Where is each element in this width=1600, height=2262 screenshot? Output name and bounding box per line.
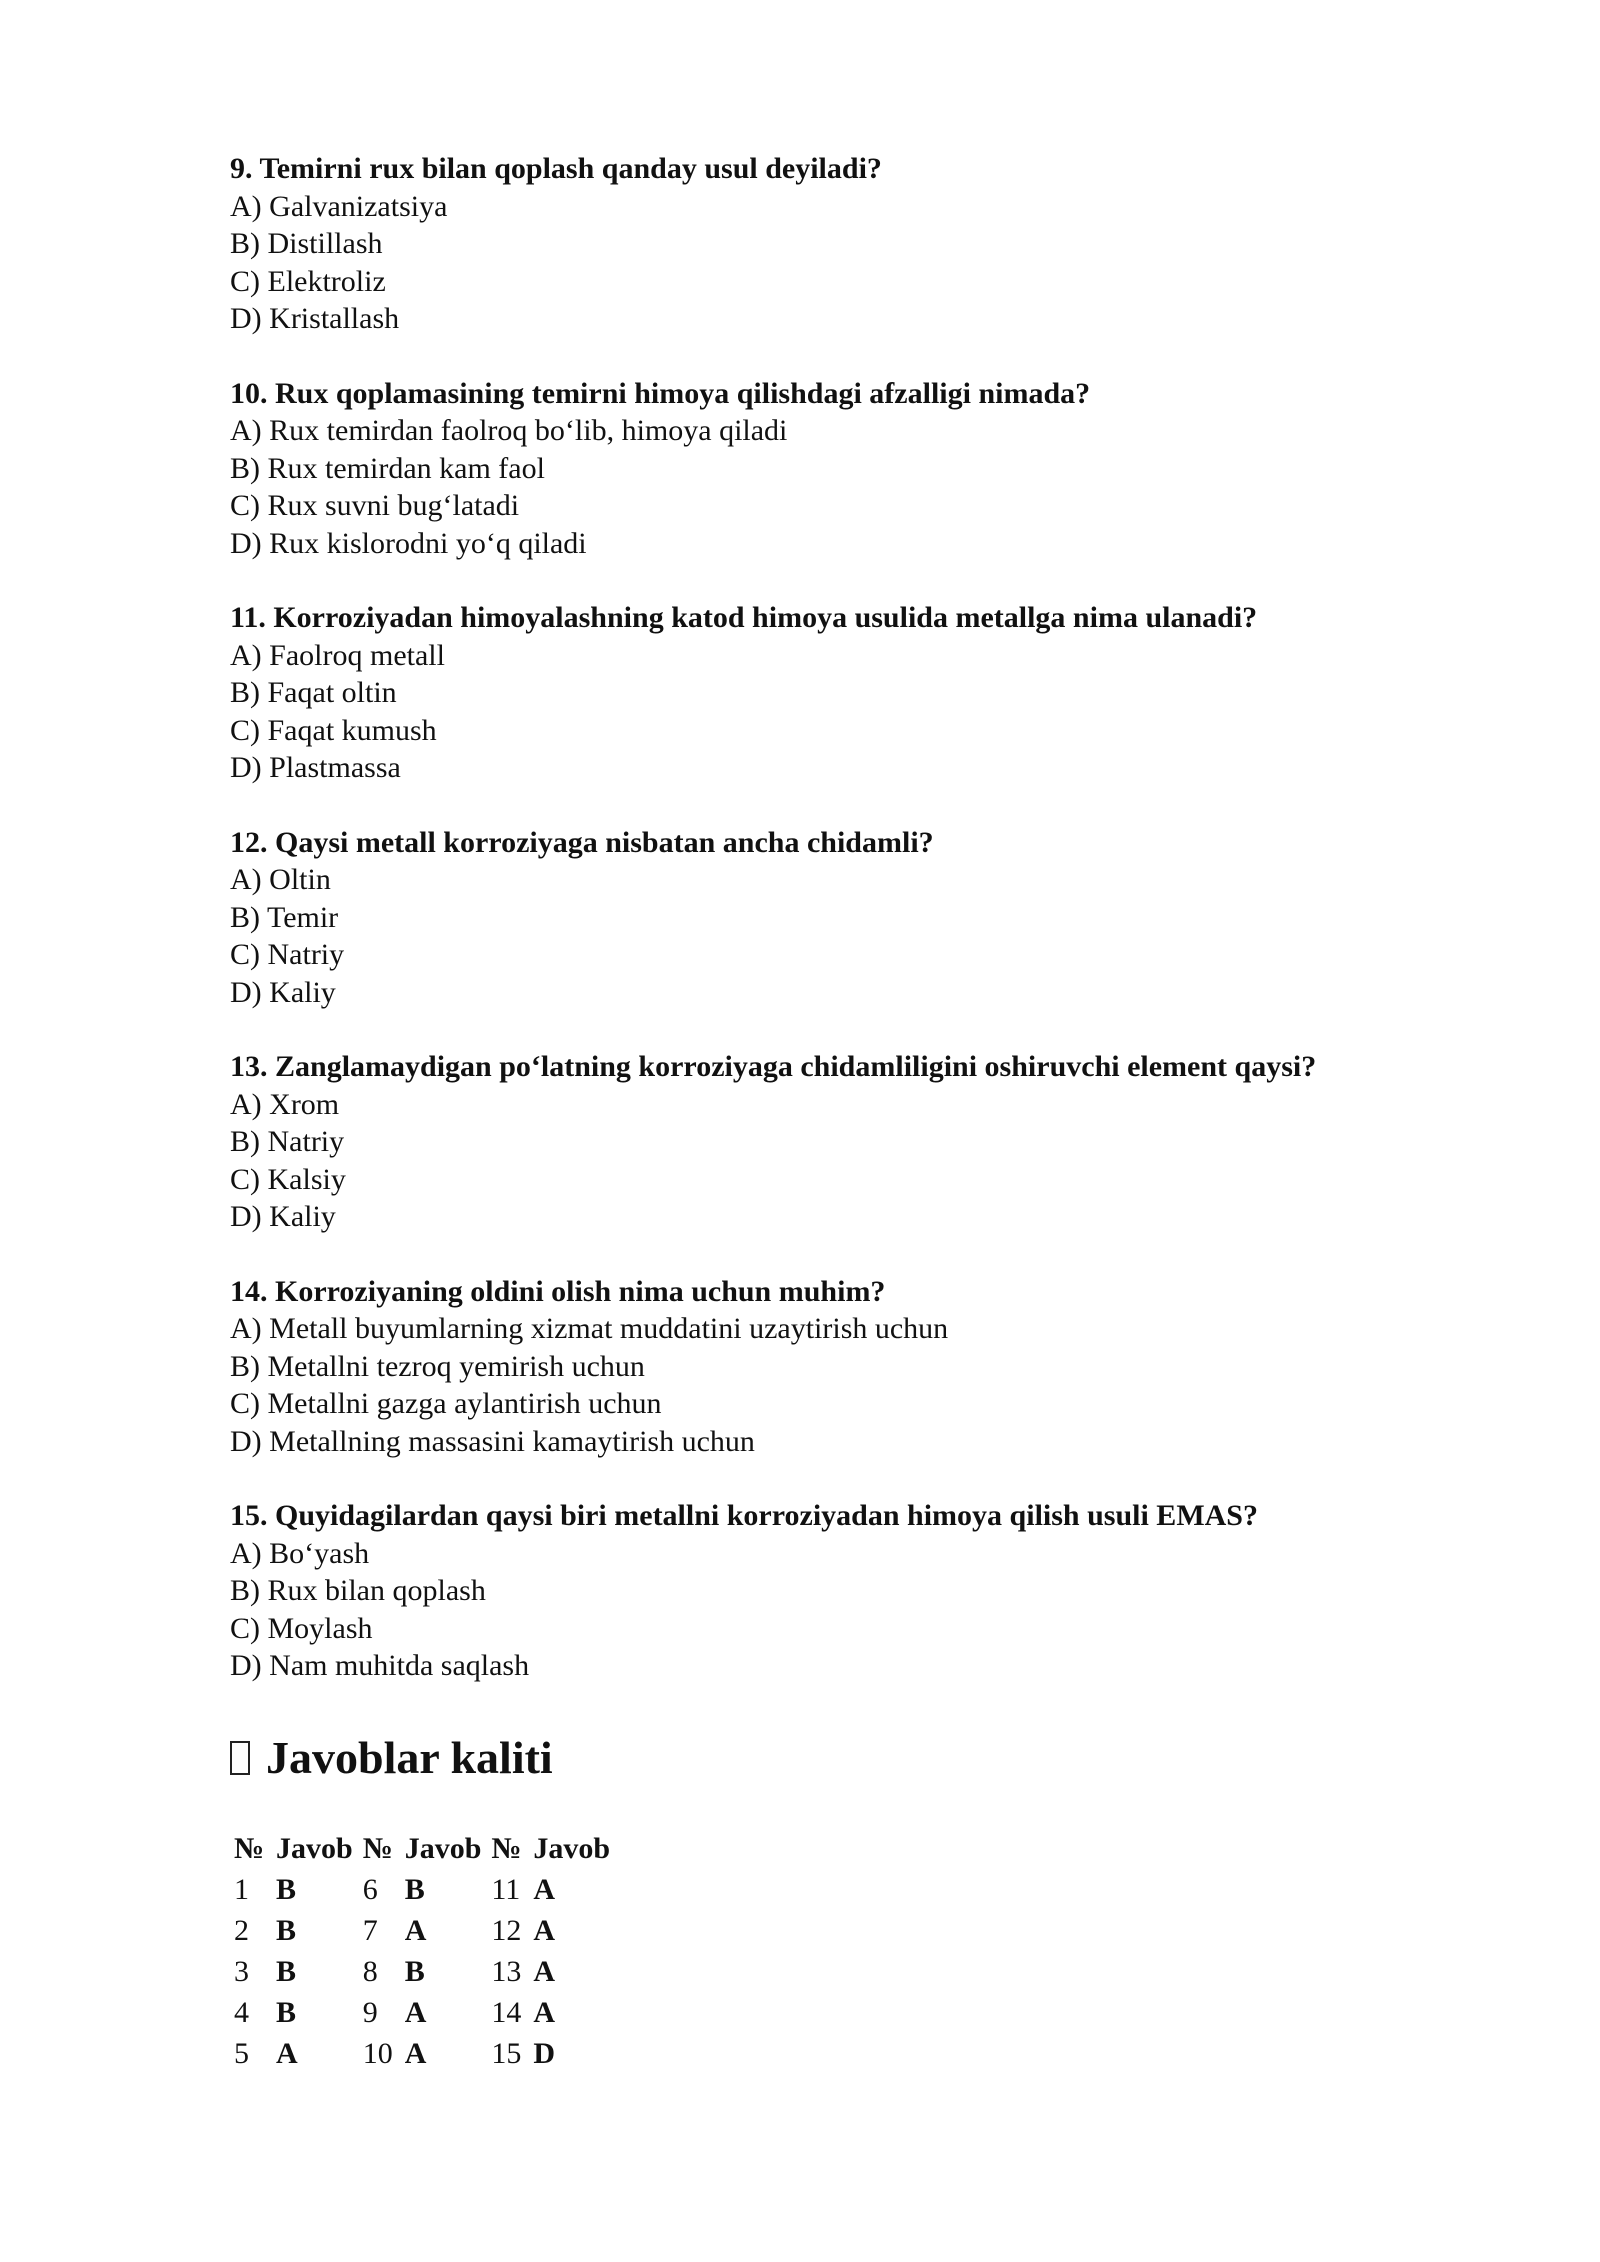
option-c: C) Metallni gazga aylantirish uchun — [230, 1387, 662, 1420]
option-a: A) Xrom — [230, 1087, 340, 1121]
question-title: 13. Zanglamaydigan po‘latning korroziyaga chidamliligini oshiruvchi element qaysi? — [230, 1050, 1317, 1083]
option-b: B) Rux bilan qoplash — [230, 1574, 486, 1607]
question-title: 11. Korroziyadan himoyalashning katod himoya usulida metallga nima ulanadi? — [230, 601, 1258, 634]
option-a: A) Galvanizatsiya — [230, 189, 448, 223]
cell-number: 7 — [362, 1914, 378, 1947]
cell-number: 3 — [234, 1955, 249, 1988]
cell-answer: A — [404, 1914, 427, 1947]
option-a: A) Metall buyumlarning xizmat muddatini uzaytirish uchun — [230, 1312, 949, 1345]
option-b: B) Distillash — [230, 227, 383, 260]
cell-number: 1 — [234, 1873, 249, 1906]
answer-key-title: Javoblar kaliti — [266, 1731, 553, 1783]
missing-glyph-icon — [230, 1741, 250, 1775]
question-title: 12. Qaysi metall korroziyaga nisbatan ancha chidamli? — [230, 825, 934, 859]
cell-answer: A — [276, 2037, 298, 2070]
option-c: C) Rux suvni bug‘latadi — [230, 489, 520, 522]
header-number: № — [491, 1831, 522, 1865]
question-15 — [230, 1497, 1480, 1685]
option-d: D) Kaliy — [230, 975, 336, 1009]
option-d: D) Metallning massasini kamaytirish uchun — [230, 1424, 755, 1458]
option-d: D) Kristallash — [230, 302, 400, 335]
option-c: C) Moylash — [230, 1611, 373, 1645]
header-number: № — [234, 1831, 265, 1865]
table-row — [230, 1870, 616, 1911]
option-c: C) Faqat kumush — [230, 713, 437, 747]
answer-key-table — [230, 1828, 616, 2075]
answer-key-heading — [230, 1730, 1480, 1786]
cell-answer: A — [404, 1996, 427, 2029]
cell-number: 6 — [362, 1873, 378, 1906]
cell-number: 10 — [362, 2037, 393, 2070]
header-answer: Javob — [404, 1831, 482, 1865]
cell-number: 8 — [362, 1955, 378, 1988]
cell-answer: B — [276, 1914, 297, 1947]
cell-answer: D — [533, 2037, 556, 2070]
question-11 — [230, 599, 1480, 787]
option-d: D) Plastmassa — [230, 751, 401, 784]
table-row — [230, 2034, 616, 2075]
document-page — [230, 150, 1480, 2075]
question-title: 15. Quyidagilardan qaysi biri metallni korroziyadan himoya qilish usuli EMAS? — [230, 1499, 1258, 1532]
cell-answer: B — [404, 1873, 425, 1906]
option-c: C) Elektroliz — [230, 264, 386, 298]
option-b: B) Metallni tezroq yemirish uchun — [230, 1349, 645, 1383]
question-9 — [230, 150, 1480, 338]
cell-number: 5 — [234, 2037, 249, 2070]
cell-answer: B — [276, 1996, 297, 2029]
question-13 — [230, 1048, 1480, 1236]
table-row — [230, 1993, 616, 2034]
question-title: 14. Korroziyaning oldini olish nima uchun muhim? — [230, 1274, 886, 1308]
cell-number: 2 — [234, 1914, 249, 1947]
option-d: D) Nam muhitda saqlash — [230, 1649, 530, 1682]
cell-answer: A — [533, 1914, 556, 1947]
cell-answer: A — [533, 1955, 556, 1988]
cell-number: 13 — [491, 1955, 522, 1988]
cell-number: 9 — [362, 1996, 378, 2029]
cell-number: 4 — [234, 1996, 249, 2029]
cell-answer: B — [404, 1955, 425, 1988]
option-a: A) Faolroq metall — [230, 638, 445, 672]
option-b: B) Natriy — [230, 1125, 345, 1158]
option-a: A) Rux temirdan faolroq bo‘lib, himoya qiladi — [230, 414, 788, 447]
cell-answer: A — [533, 1873, 556, 1906]
table-row — [230, 1911, 616, 1952]
question-title: 10. Rux qoplamasining temirni himoya qilishdagi afzalligi nimada? — [230, 376, 1091, 410]
header-answer: Javob — [276, 1831, 353, 1865]
option-b: B) Faqat oltin — [230, 676, 397, 709]
option-b: B) Temir — [230, 900, 339, 934]
table-header-row — [230, 1828, 616, 1870]
option-b: B) Rux temirdan kam faol — [230, 451, 545, 485]
table-row — [230, 1952, 616, 1993]
question-12 — [230, 824, 1480, 1012]
cell-answer: A — [404, 2037, 427, 2070]
option-c: C) Natriy — [230, 938, 345, 971]
option-d: D) Kaliy — [230, 1200, 336, 1233]
question-14 — [230, 1273, 1480, 1461]
option-a: A) Bo‘yash — [230, 1536, 370, 1570]
header-number: № — [362, 1831, 393, 1865]
cell-answer: B — [276, 1955, 297, 1988]
question-title: 9. Temirni rux bilan qoplash qanday usul deyiladi? — [230, 152, 882, 185]
cell-number: 14 — [491, 1996, 522, 2029]
option-c: C) Kalsiy — [230, 1162, 346, 1196]
option-d: D) Rux kislorodni yo‘q qiladi — [230, 526, 587, 560]
cell-number: 15 — [491, 2037, 522, 2070]
header-answer: Javob — [533, 1831, 611, 1865]
question-10 — [230, 375, 1480, 563]
cell-number: 12 — [491, 1914, 522, 1947]
cell-answer: B — [276, 1873, 297, 1906]
option-a: A) Oltin — [230, 863, 331, 896]
cell-answer: A — [533, 1996, 556, 2029]
cell-number: 11 — [491, 1873, 521, 1906]
